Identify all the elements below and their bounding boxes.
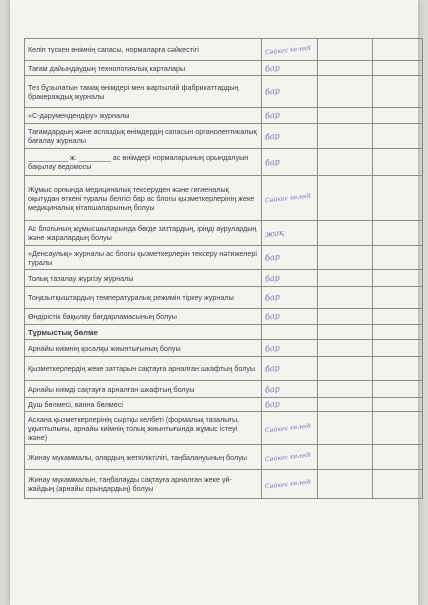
empty-cell xyxy=(318,221,373,246)
table-row xyxy=(25,39,423,61)
handwritten-mark: Сәйкес келеді xyxy=(264,192,312,205)
empty-cell xyxy=(373,61,423,76)
handwritten-mark: Сәйкес келеді xyxy=(264,478,312,491)
empty-cell xyxy=(318,340,373,357)
empty-cell xyxy=(318,325,373,340)
table-row xyxy=(25,124,423,149)
handwritten-mark: бар xyxy=(264,383,281,395)
criterion-text: Келіп түскен өнімнің сапасы, нормаларға сәйкестігі xyxy=(25,39,262,61)
criterion-text: «С-дәрумендендіру» журналы xyxy=(25,108,262,124)
empty-cell xyxy=(318,108,373,124)
criterion-text: Толық тазалау жүргізу журналы xyxy=(25,270,262,287)
handwritten-mark: бар xyxy=(264,130,281,142)
empty-cell xyxy=(318,381,373,398)
criterion-text: Тоңазытқыштардың температуралық режимін тіркеу журналы xyxy=(25,287,262,309)
empty-cell xyxy=(373,76,423,108)
answer-cell xyxy=(262,287,318,309)
empty-cell xyxy=(318,124,373,149)
table-row xyxy=(25,149,423,176)
handwritten-mark: бар xyxy=(264,156,281,168)
empty-cell xyxy=(373,309,423,325)
empty-cell xyxy=(373,398,423,412)
answer-cell xyxy=(262,149,318,176)
empty-cell xyxy=(318,412,373,445)
empty-cell xyxy=(318,470,373,499)
empty-cell xyxy=(373,221,423,246)
empty-cell xyxy=(373,357,423,381)
handwritten-mark: Сәйкес келеді xyxy=(264,451,312,464)
answer-cell xyxy=(262,61,318,76)
answer-cell xyxy=(262,470,318,499)
handwritten-mark: жоқ xyxy=(264,227,285,239)
empty-cell xyxy=(373,412,423,445)
answer-cell xyxy=(262,381,318,398)
table-row xyxy=(25,398,423,412)
empty-cell xyxy=(373,124,423,149)
table-row xyxy=(25,445,423,470)
empty-cell xyxy=(318,270,373,287)
empty-cell xyxy=(373,287,423,309)
table-row xyxy=(25,270,423,287)
answer-cell xyxy=(262,176,318,221)
table-row xyxy=(25,309,423,325)
criterion-text: Қызметкерлердің жеке заттарын сақтауға арналған шкафтың болуы xyxy=(25,357,262,381)
answer-cell xyxy=(262,270,318,287)
answer-cell xyxy=(262,221,318,246)
answer-cell xyxy=(262,340,318,357)
paper-sheet xyxy=(10,0,418,605)
empty-cell xyxy=(373,39,423,61)
criterion-text: Ас блогының жұмысшыларында бөгде заттардың, іріңді аурулардың және жаралардың болуы xyxy=(25,221,262,246)
table-row xyxy=(25,108,423,124)
checklist-body xyxy=(25,39,423,499)
answer-cell xyxy=(262,445,318,470)
handwritten-mark: Сәйкес келеді xyxy=(264,44,312,57)
empty-cell xyxy=(373,340,423,357)
answer-cell xyxy=(262,246,318,270)
empty-cell xyxy=(318,445,373,470)
section-header-row xyxy=(25,325,423,340)
empty-cell xyxy=(318,357,373,381)
answer-cell xyxy=(262,124,318,149)
empty-cell xyxy=(318,76,373,108)
table-row xyxy=(25,61,423,76)
handwritten-mark: бар xyxy=(264,363,281,374)
criterion-text: Душ бөлмесі, ванна бөлмесі xyxy=(25,398,262,412)
handwritten-mark: Сәйкес келеді xyxy=(264,422,312,435)
criterion-text: Арнайы киімді сақтауға арналған шкафтың болуы xyxy=(25,381,262,398)
answer-cell xyxy=(262,76,318,108)
handwritten-mark: бар xyxy=(264,342,281,354)
table-row xyxy=(25,357,423,381)
checklist-table xyxy=(24,38,423,499)
empty-cell xyxy=(318,176,373,221)
criterion-text: Тағамдардың және аспаздық өнімдердің сапасын органолептикалық бағалау журналы xyxy=(25,124,262,149)
criterion-text: Арнайы киімнің қосалқы жиынтығының болуы xyxy=(25,340,262,357)
empty-cell xyxy=(373,176,423,221)
criterion-text: «Денсаулық» журналы ас блогы қызметкерлерін тексеру нәтижелері туралы xyxy=(25,246,262,270)
criterion-text: Тез бұзылатын тамақ өнімдері мен жартылай фабрикаттардың бракераждық журналы xyxy=(25,76,262,108)
empty-cell xyxy=(318,246,373,270)
answer-cell xyxy=(262,39,318,61)
criterion-text: Өндірістік бақылау бағдарламасының болуы xyxy=(25,309,262,325)
empty-cell xyxy=(318,287,373,309)
criterion-text: __________ ж. ________ ас өнімдері нормаларының орындалуын бақылау ведомосы xyxy=(25,149,262,176)
table-row xyxy=(25,76,423,108)
answer-cell xyxy=(262,108,318,124)
answer-cell xyxy=(262,398,318,412)
empty-cell xyxy=(373,246,423,270)
handwritten-mark: бар xyxy=(264,272,281,284)
criterion-text: Асхана қызметкерлерінің сыртқы келбеті (формалық тазалығы, ұқыптылығы, арнайы киімнің толық жиынтығында жұмыс істеуі және) xyxy=(25,412,262,445)
empty-cell xyxy=(373,149,423,176)
table-row xyxy=(25,287,423,309)
table-row xyxy=(25,246,423,270)
empty-cell xyxy=(373,381,423,398)
empty-cell xyxy=(373,108,423,124)
handwritten-mark: бар xyxy=(264,62,281,74)
empty-cell xyxy=(318,149,373,176)
table-row xyxy=(25,470,423,499)
empty-cell xyxy=(373,325,423,340)
handwritten-mark: бар xyxy=(264,252,281,263)
handwritten-mark: бар xyxy=(264,110,281,121)
empty-cell xyxy=(318,309,373,325)
answer-cell xyxy=(262,309,318,325)
handwritten-mark: бар xyxy=(264,311,281,322)
empty-cell xyxy=(373,445,423,470)
table-row xyxy=(25,221,423,246)
table-row xyxy=(25,412,423,445)
empty-cell xyxy=(373,270,423,287)
handwritten-mark: бар xyxy=(264,86,281,97)
criterion-text: Тағам дайындаудың технологиялық карталары xyxy=(25,61,262,76)
handwritten-mark: бар xyxy=(264,292,281,303)
table-row xyxy=(25,381,423,398)
criterion-text: Жинау мүкаммалын, таңбалауды сақтауға арналған жеке үй-жайдың (арнайы орындардың) болуы xyxy=(25,470,262,499)
table-row xyxy=(25,176,423,221)
empty-cell xyxy=(318,398,373,412)
answer-cell xyxy=(262,325,318,340)
table-row xyxy=(25,340,423,357)
empty-cell xyxy=(318,39,373,61)
criterion-text: Жинау мүкаммалы, олардың жеткіліктілігі, таңбалануының болуы xyxy=(25,445,262,470)
handwritten-mark: бар xyxy=(264,399,281,410)
criterion-text: Жұмыс орнында медициналық тексеруден және гигиеналық оқытудан өткені туралы белгісі бар ас блогы қызметкерлерінің жеке медициналық кітапшаларының болуы xyxy=(25,176,262,221)
empty-cell xyxy=(318,61,373,76)
answer-cell xyxy=(262,412,318,445)
answer-cell xyxy=(262,357,318,381)
section-title: Тұрмыстық бөлме xyxy=(25,325,262,340)
empty-cell xyxy=(373,470,423,499)
